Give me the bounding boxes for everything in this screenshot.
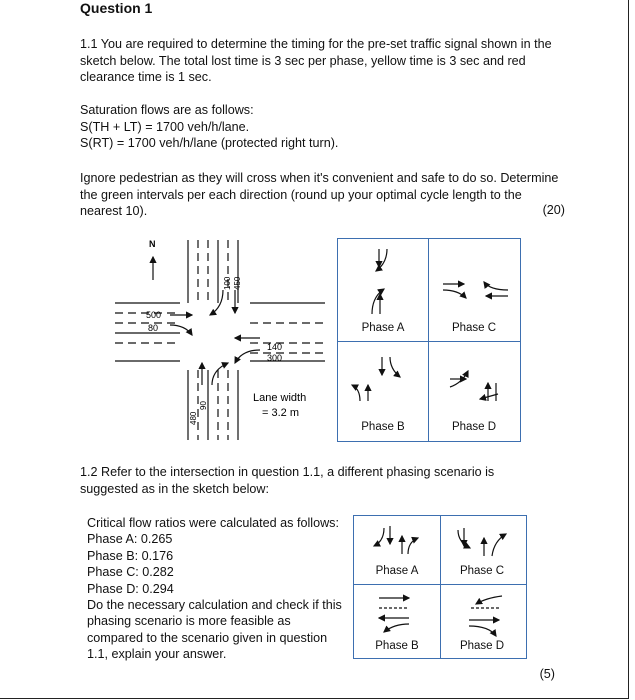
task-line: Do the necessary calculation and check if this xyxy=(87,598,342,613)
phase-diagram-2 xyxy=(353,515,527,659)
flow-south-left: 480 xyxy=(189,411,198,425)
q11-intro-line: sketch below. The total lost time is 3 sec per phase, yellow time is 3 sec and red xyxy=(80,53,526,68)
phase-c-label-2: Phase C xyxy=(459,565,505,577)
ratios-title: Critical flow ratios were calculated as follows: xyxy=(87,516,339,530)
flow-north-right: 450 xyxy=(233,276,242,290)
flow-east-top: 140 xyxy=(267,342,283,352)
critical-flow-ratios xyxy=(87,515,357,663)
q11-intro-line: 1.1 You are required to determine the timing for the pre-set traffic signal shown in the xyxy=(80,37,552,51)
phase-arrows-2 xyxy=(354,516,526,658)
instruction-line: the green intervals per each direction (round up your optimal cycle length to the xyxy=(80,187,522,202)
ratio-phase-c: Phase C: 0.282 xyxy=(87,565,174,580)
lane-width-label: Lane width xyxy=(253,392,307,404)
phase-d-label-2: Phase D xyxy=(459,640,505,652)
instruction-line: Ignore pedestrian as they will cross when it's convenient and safe to do so. Determine xyxy=(80,171,559,185)
q11-instruction xyxy=(80,170,560,220)
q11-marks: (20) xyxy=(542,203,565,217)
instruction-line: nearest 10). xyxy=(80,204,148,218)
flow-east-bottom: 300 xyxy=(267,353,283,363)
phase-b-label-2: Phase B xyxy=(375,640,419,652)
flow-west-bottom: 80 xyxy=(148,323,159,333)
intersection-sketch xyxy=(110,235,340,445)
phase-arrows-1 xyxy=(338,239,520,441)
phase-c-label: Phase C xyxy=(451,322,497,334)
task-line: phasing scenario is more feasible as xyxy=(87,614,291,629)
ratio-phase-a: Phase A: 0.265 xyxy=(87,532,173,547)
north-label: N xyxy=(149,239,156,249)
question-title: Question 1 xyxy=(80,0,153,16)
task-line: compared to the scenario given in question xyxy=(87,630,328,645)
phase-d-label: Phase D xyxy=(451,421,497,433)
q12-intro-line: suggested as in the sketch below: xyxy=(80,481,270,496)
ratio-phase-d: Phase D: 0.294 xyxy=(87,581,174,596)
saturation-rt: S(RT) = 1700 veh/h/lane (protected right turn). xyxy=(80,136,339,150)
phase-a-label: Phase A xyxy=(361,322,405,334)
q11-intro xyxy=(80,36,560,86)
phase-diagram-1 xyxy=(337,238,521,442)
phase-b-label: Phase B xyxy=(361,421,405,433)
task-line: 1.1, explain your answer. xyxy=(87,647,227,662)
ratio-phase-b: Phase B: 0.176 xyxy=(87,548,174,563)
q12-marks: (5) xyxy=(539,667,555,681)
flow-west-top: 500 xyxy=(146,310,162,320)
phase-a-label-2: Phase A xyxy=(375,565,419,577)
lane-width-value: = 3.2 m xyxy=(262,407,299,419)
saturation-th-lt: S(TH + LT) = 1700 veh/h/lane. xyxy=(80,119,250,134)
saturation-flows xyxy=(80,102,560,152)
flow-south-right: 90 xyxy=(199,401,208,410)
saturation-title: Saturation flows are as follows: xyxy=(80,103,254,117)
q12-intro xyxy=(80,464,560,497)
q12-intro-line: 1.2 Refer to the intersection in question 1.1, a different phasing scenario is xyxy=(80,465,495,479)
flow-north-left: 100 xyxy=(223,276,232,290)
q11-intro-line: clearance time is 1 sec. xyxy=(80,70,212,84)
